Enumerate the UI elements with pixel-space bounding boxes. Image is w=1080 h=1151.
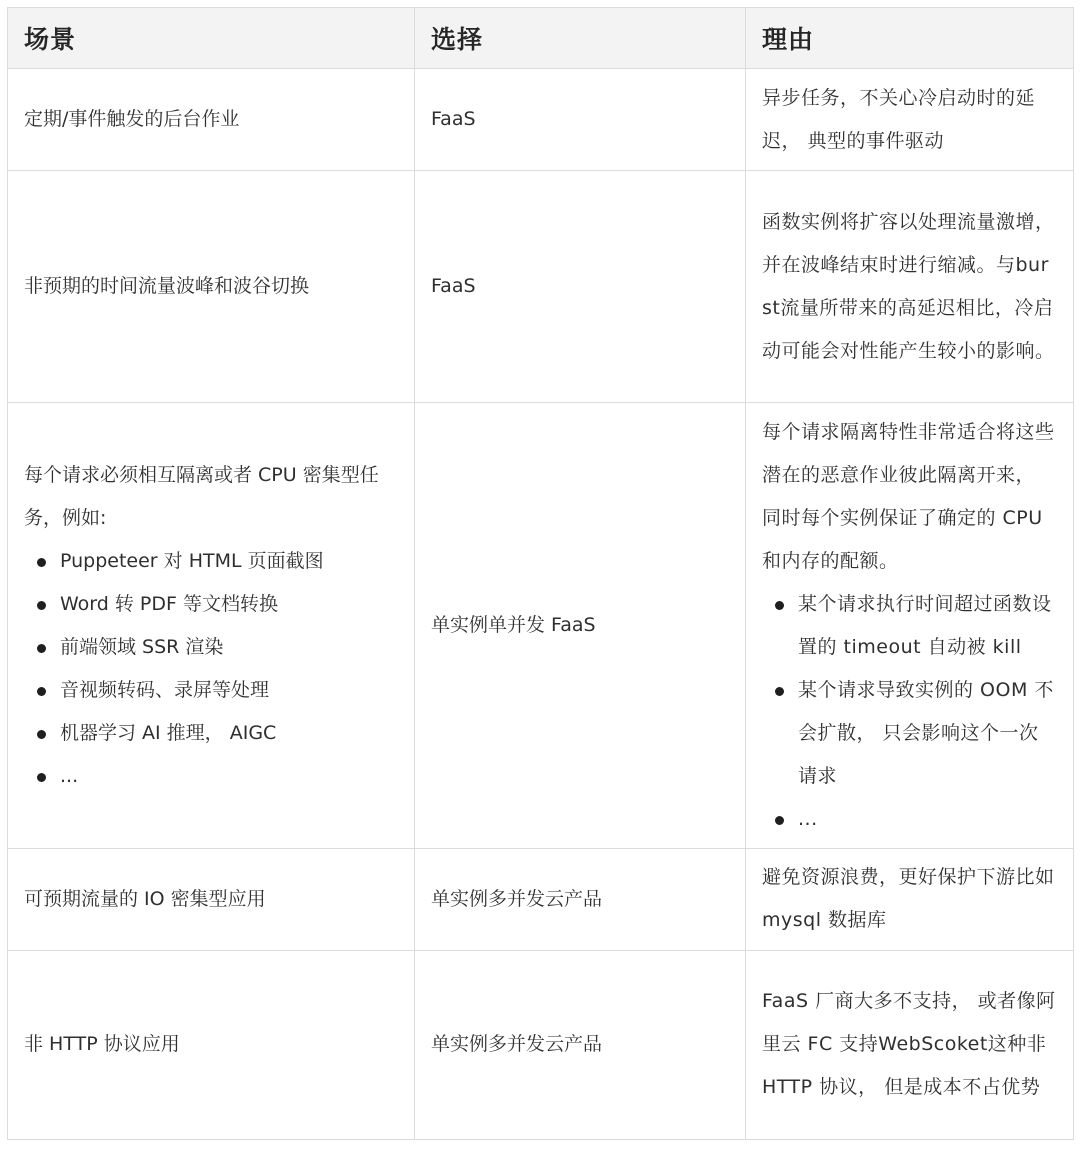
comparison-table [7, 7, 1074, 1140]
bullet-item: 某个请求导致实例的 OOM 不会扩散， 只会影响这个一次请求 [762, 669, 1057, 798]
reason-cell: 避免资源浪费，更好保护下游比如 mysql 数据库 [746, 848, 1074, 950]
choice-cell: 单实例多并发云产品 [415, 848, 746, 950]
bullet-item: Word 转 PDF 等文档转换 [24, 583, 398, 626]
choice-cell: 单实例多并发云产品 [415, 950, 746, 1139]
scenario-cell [8, 403, 415, 848]
table-body [8, 69, 1074, 1140]
reason-cell: 异步任务，不关心冷启动时的延迟， 典型的事件驱动 [746, 69, 1074, 171]
scenario-cell: 可预期流量的 IO 密集型应用 [8, 848, 415, 950]
bullet-item: 音视频转码、录屏等处理 [24, 669, 398, 712]
table-row [8, 848, 1074, 950]
bullet-item: 某个请求执行时间超过函数设置的 timeout 自动被 kill [762, 583, 1057, 669]
table-row [8, 69, 1074, 171]
reason-cell [746, 403, 1074, 848]
reason-cell: 函数实例将扩容以处理流量激增，并在波峰结束时进行缩减。与burst流量所带来的高延迟相比，冷启动可能会对性能产生较小的影响。 [746, 171, 1074, 403]
table-header [8, 8, 1074, 69]
reason-cell: FaaS 厂商大多不支持， 或者像阿里云 FC 支持WebScoket这种非 HTTP 协议， 但是成本不占优势 [746, 950, 1074, 1139]
choice-cell: FaaS [415, 69, 746, 171]
scenario-cell: 非预期的时间流量波峰和波谷切换 [8, 171, 415, 403]
scenario-intro: 每个请求必须相互隔离或者 CPU 密集型任务，例如: [24, 463, 379, 529]
bullet-item: 前端领域 SSR 渲染 [24, 626, 398, 669]
table-row [8, 171, 1074, 403]
choice-cell: FaaS [415, 171, 746, 403]
header-scenario: 场景 [8, 8, 415, 69]
header-choice: 选择 [415, 8, 746, 69]
table-row [8, 403, 1074, 848]
scenario-cell: 非 HTTP 协议应用 [8, 950, 415, 1139]
reason-intro: 每个请求隔离特性非常适合将这些潜在的恶意作业彼此隔离开来， 同时每个实例保证了确定的 CPU 和内存的配额。 [762, 420, 1055, 572]
header-reason: 理由 [746, 8, 1074, 69]
bullet-item: ... [762, 798, 1057, 841]
header-row [8, 8, 1074, 69]
scenario-bullet-list [24, 540, 398, 798]
bullet-item: Puppeteer 对 HTML 页面截图 [24, 540, 398, 583]
table-row [8, 950, 1074, 1139]
choice-cell: 单实例单并发 FaaS [415, 403, 746, 848]
scenario-cell: 定期/事件触发的后台作业 [8, 69, 415, 171]
reason-bullet-list [762, 583, 1057, 841]
bullet-item: ... [24, 755, 398, 798]
bullet-item: 机器学习 AI 推理， AIGC [24, 712, 398, 755]
